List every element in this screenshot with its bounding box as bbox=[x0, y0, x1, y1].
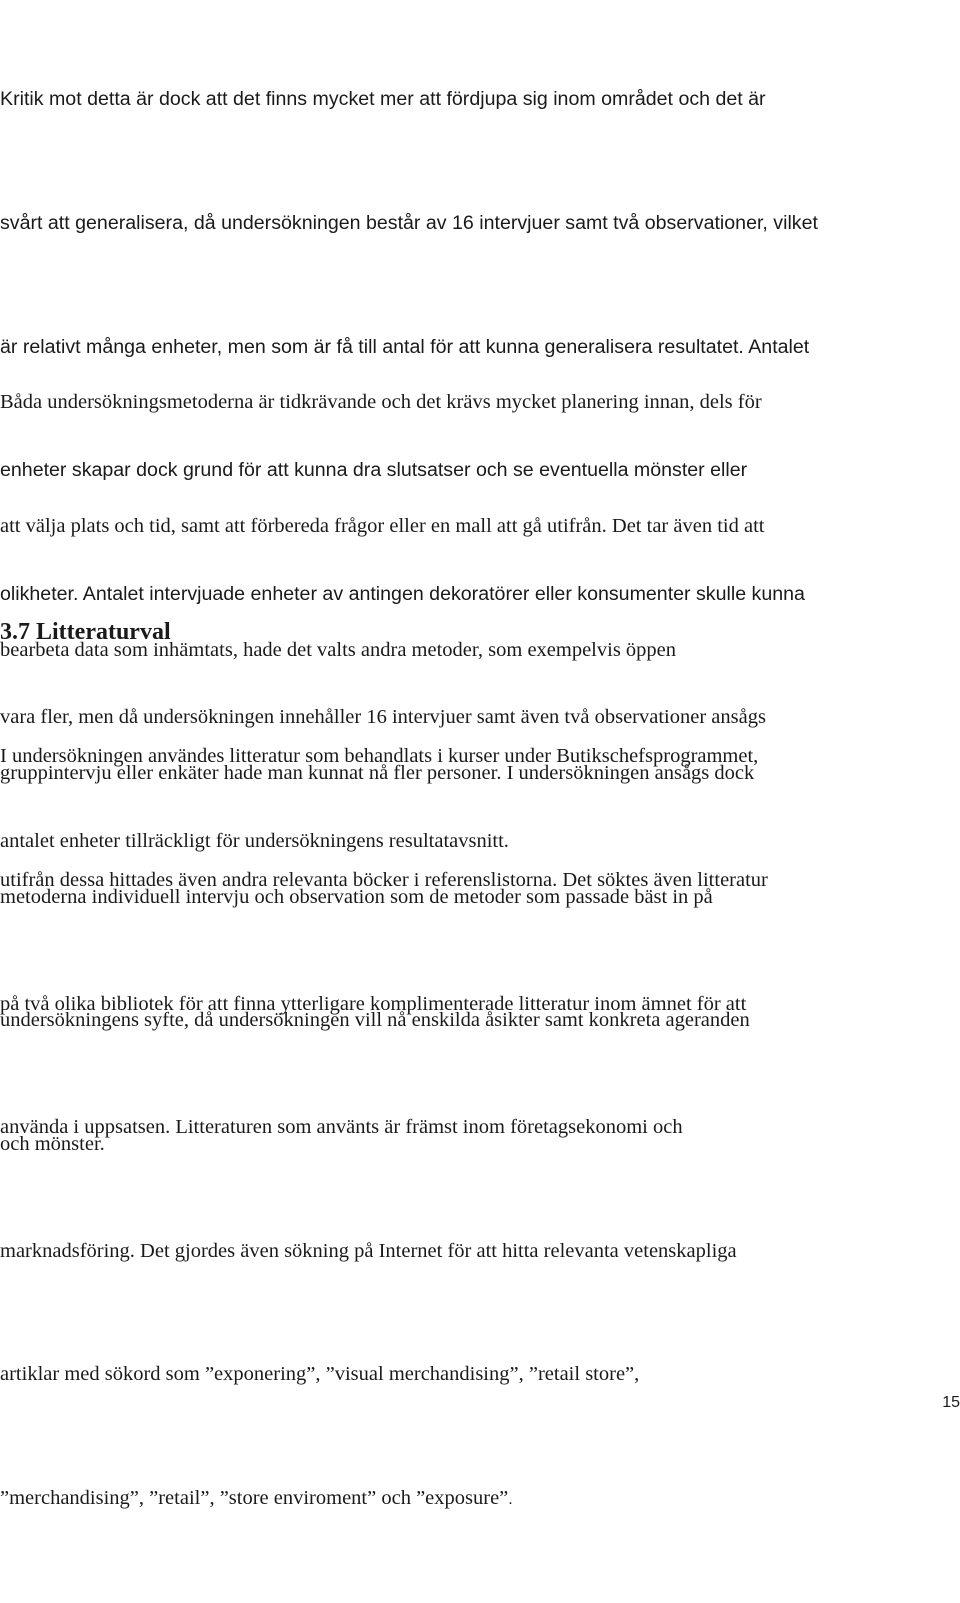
text-line bbox=[0, 1478, 960, 1520]
text-line: vara fler, men då undersökningen innehåller 16 intervjuer samt även två observationer ansågs bbox=[0, 706, 766, 729]
text-line: artiklar med sökord som ”exponering”, ”visual merchandising”, ”retail store”, bbox=[0, 1363, 640, 1386]
text-line: är relativt många enheter, men som är få till antal för att kunna generalisera resultatet. Antalet bbox=[0, 335, 810, 358]
text-line: Båda undersökningsmetoderna är tidkrävande och det krävs mycket planering innan, dels för bbox=[0, 391, 762, 414]
text-line: och mönster. bbox=[0, 1133, 105, 1156]
sentence-end: . bbox=[508, 1491, 513, 1509]
page-number: 15 bbox=[942, 1394, 960, 1411]
text-line: I undersökningen användes litteratur som behandlats i kurser under Butikschefsprogrammet, bbox=[0, 745, 759, 768]
text-line: att välja plats och tid, samt att förbereda frågor eller en mall att gå utifrån. Det tar även tid att bbox=[0, 515, 765, 538]
text-line: använda i uppsatsen. Litteraturen som använts är främst inom företagsekonomi och bbox=[0, 1116, 683, 1139]
text-line: Kritik mot detta är dock att det finns mycket mer att fördjupa sig inom området och det är bbox=[0, 88, 766, 111]
text-line: på två olika bibliotek för att finna ytterligare komplimenterade litteratur inom ämnet för att bbox=[0, 992, 747, 1015]
text-line: marknadsföring. Det gjordes även sökning på Internet för att hitta relevanta vetenskapliga bbox=[0, 1239, 737, 1262]
text-line: undersökningens syfte, då undersökningen vill nå enskilda åsikter samt konkreta ageranden bbox=[0, 1009, 750, 1032]
text-line: bearbeta data som inhämtats, hade det valts andra metoder, som exempelvis öppen bbox=[0, 638, 677, 661]
text-line: antalet enheter tillräckligt för undersökningens resultatavsnitt. bbox=[0, 830, 509, 853]
section-heading: 3.7 Litteraturval bbox=[0, 619, 171, 645]
text-line: utifrån dessa hittades även andra relevanta böcker i referenslistorna. Det söktes även litteratur bbox=[0, 869, 768, 892]
text-line: svårt att generalisera, då undersökningen består av 16 intervjuer samt två observationer, vilket bbox=[0, 212, 818, 235]
text-line-content: ”merchandising”, ”retail”, ”store enviroment” och ”exposure” bbox=[0, 1487, 509, 1510]
text-line: metoderna individuell intervju och observation som de metoder som passade bäst in på bbox=[0, 885, 713, 908]
text-line: enheter skapar dock grund för att kunna dra slutsatser och se eventuella mönster eller bbox=[0, 459, 748, 482]
paragraph-literature bbox=[0, 654, 960, 1603]
text-line: gruppintervju eller enkäter hade man kunnat nå fler personer. I undersökningen ansågs dock bbox=[0, 762, 755, 785]
text-line: olikheter. Antalet intervjuade enheter av antingen dekoratörer eller konsumenter skulle kunna bbox=[0, 582, 805, 605]
